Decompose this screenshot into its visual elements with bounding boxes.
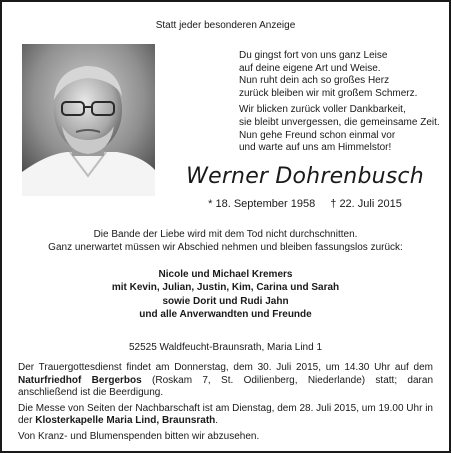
poem-line: zurück bleiben wir mit großem Schmerz. [239, 87, 418, 99]
deceased-name: Werner Dohrenbusch [186, 164, 424, 189]
poem-stanza-1 [239, 50, 444, 100]
family-address: 52525 Waldfeucht-Braunsrath, Maria Lind 1 [128, 342, 323, 353]
poem-line: auf deine eigene Art und Weise. [239, 62, 381, 74]
birth-date: 18. September 1958 [215, 198, 316, 210]
flowers-note: Von Kranz- und Blumenspenden bitten wir abzusehen. [18, 430, 260, 442]
mourner-line: sowie Dorit und Rudi Jahn [162, 295, 289, 307]
poem-line: und warte auf uns am Himmelstor! [239, 142, 392, 154]
intro-line: Ganz unerwartet müssen wir Abschied nehmen und bleiben fassungslos zurück: [48, 241, 403, 253]
death-symbol: † [330, 198, 337, 210]
cemetery-name: Naturfriedhof Bergerbos [18, 374, 142, 386]
life-dates [170, 198, 440, 211]
portrait-photo [22, 44, 155, 196]
intro-text [2, 229, 449, 254]
chapel-name: Klosterkapelle Maria Lind, Braunsrath [35, 415, 216, 426]
header-line: Statt jeder besonderen Anzeige [155, 20, 296, 31]
poem-line: Nun ruht dein ach so großes Herz [239, 75, 390, 87]
mass-paragraph: Die Messe von Seiten der Nachbarschaft ist am Dienstag, dem 28. Juli 2015, um 19.00 Uhr in der Klosterkapelle Maria Lind, Braunsrath. [18, 402, 433, 426]
portrait-illustration [22, 44, 155, 196]
mourner-line: mit Kevin, Julian, Justin, Kim, Carina und Sarah [111, 282, 340, 294]
mourner-line: Nicole und Michael Kremers [158, 269, 293, 280]
funeral-service-paragraph: Der Trauergottesdienst findet am Donnerstag, dem 30. Juli 2015, um 14.30 Uhr auf dem Naturfriedhof Bergerbos (Roskam 7, St. Odilienberg, Niederlande) statt; daran anschließend ist die Beerdigung. [18, 362, 434, 398]
poem-stanza-2 [239, 104, 444, 154]
birth-symbol: * [208, 198, 213, 210]
mourner-line: und alle Anverwandten und Freunde [139, 309, 312, 321]
poem [239, 50, 444, 159]
service-details [18, 362, 433, 446]
death-date: 22. Juli 2015 [339, 198, 402, 210]
poem-line: Nun gehe Freund schon einmal vor [239, 129, 396, 141]
mourners-list [2, 268, 449, 322]
poem-line: sie bleibt unvergessen, die gemeinsame Zeit. [239, 116, 440, 128]
poem-line: Wir blicken zurück voller Dankbarkeit, [239, 104, 406, 116]
intro-line: Die Bande der Liebe wird mit dem Tod nicht durchschnitten. [93, 229, 358, 240]
poem-line: Du gingst fort von uns ganz Leise [239, 50, 388, 61]
